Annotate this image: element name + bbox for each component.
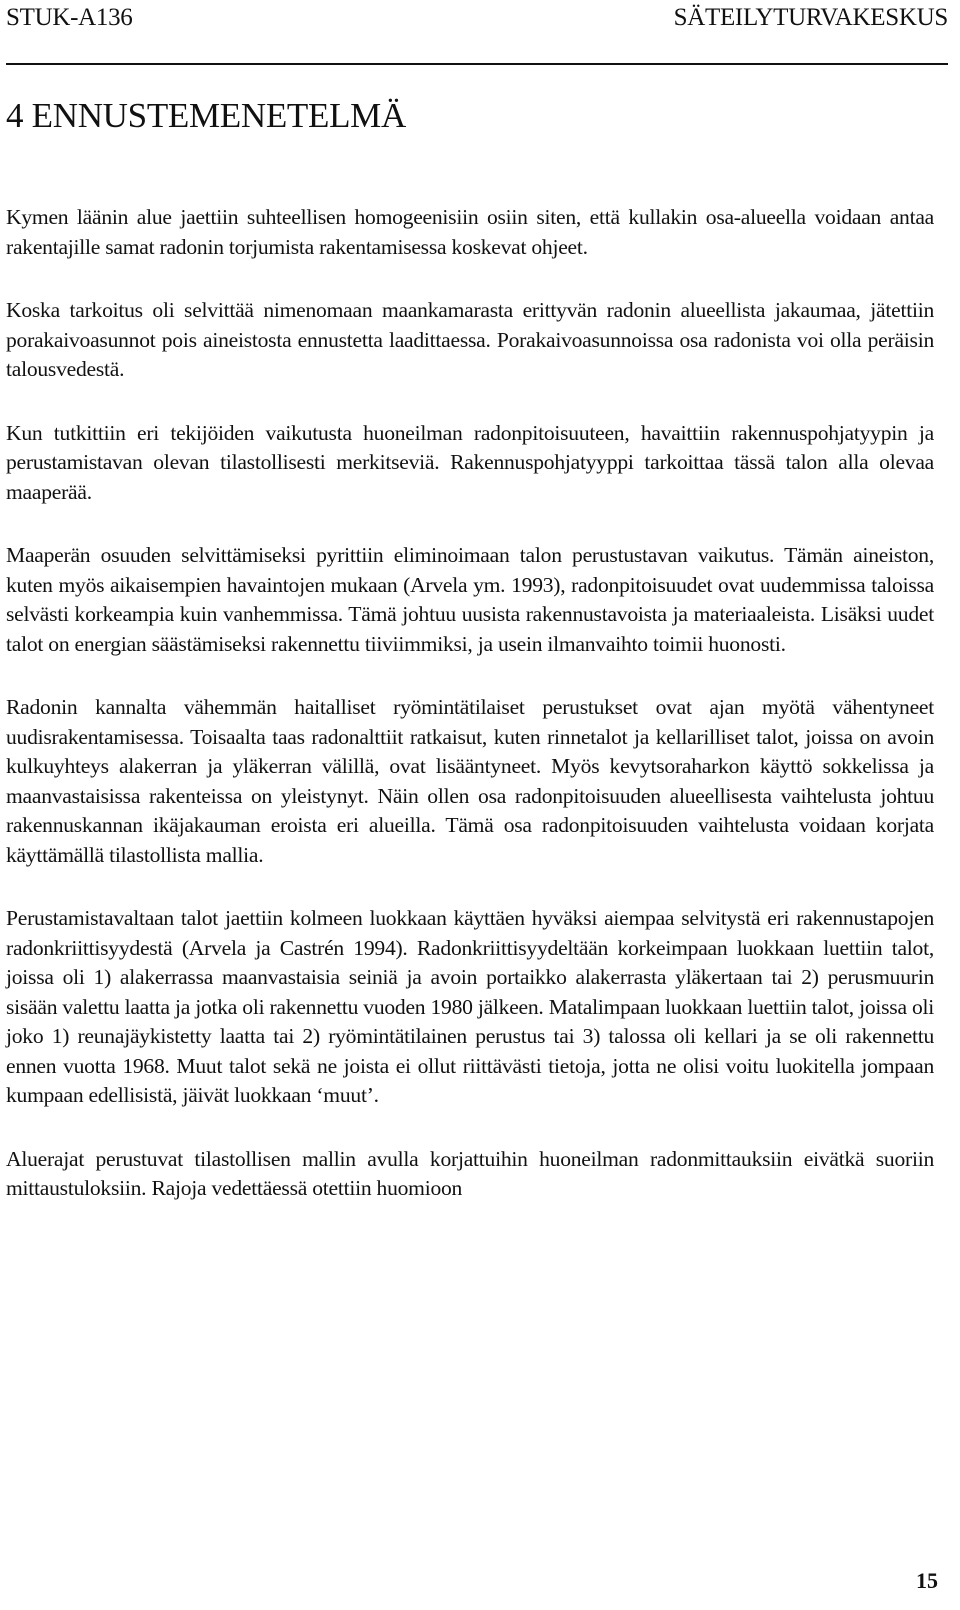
paragraph: Koska tarkoitus oli selvittää nimenomaan maankamarasta erittyvän radonin alueellista jakaumaa, jätettiin porakaivoasunnot pois aineistosta ennustetta laadittaessa. Porakaivoasunnoissa osa radonista voi olla peräisin talousvedestä. <box>6 298 934 381</box>
paragraph: Kymen läänin alue jaettiin suhteellisen homogeenisiin osiin siten, että kullakin osa-alueella voidaan antaa rakentajille samat radonin torjumista rakentamisessa koskevat ohjeet. <box>6 205 934 259</box>
publisher-name: SÄTEILYTURVAKESKUS <box>673 4 948 31</box>
body-text <box>6 203 934 1238</box>
paragraph: Perustamistavaltaan talot jaettiin kolmeen luokkaan käyttäen hyväksi aiempaa selvitystä eri rakennustapojen radonkriittisyydestä (Arvela ja Castrén 1994). Radonkriittisyydeltään korkeimpaan luokkaan luettiin talot, joissa oli 1) alakerrassa maanvastaisia seiniä ja avoin portaikko alakerrasta yläkertaan tai 2) perusmuurin sisään valettu laatta ja jotka oli rakennettu vuoden 1980 jälkeen. Matalimpaan luokkaan luettiin talot, joissa oli joko 1) reunajäykistetty laatta tai 2) ryömintätilainen perustus tai 3) talossa oli kellari ja se oli rakennettu ennen vuotta 1968. Muut talot sekä ne joista ei ollut riittävästi tietoja, jotta ne olisi voitu luokitella jompaan kumpaan edellisistä, jäivät luokkaan ‘muut’. <box>6 906 934 1107</box>
paragraph: Aluerajat perustuvat tilastollisen mallin avulla korjattuihin huoneilman radonmittauksiin eivätkä suoriin mittaustuloksiin. Rajoja vedettäessä otettiin huomioon <box>6 1146 934 1200</box>
paragraph: Kun tutkittiin eri tekijöiden vaikutusta huoneilman radonpitoisuuteen, havaittiin rakennuspohjatyypin ja perustamistavan olevan tilastollisesti merkitseviä. Rakennuspohjatyyppi tarkoittaa tässä talon alla olevaa maaperää. <box>6 420 934 504</box>
running-header <box>6 4 948 36</box>
paragraph: Maaperän osuuden selvittämiseksi pyrittiin eliminoimaan talon perustustavan vaikutus. Tämän aineiston, kuten myös aikaisempien havaintojen mukaan (Arvela ym. 1993), radonpitoisuudet ovat uudemmissa taloissa selvästi korkeampia kuin vanhemmissa. Tämä johtuu uusista rakennustavoista ja materiaaleista. Lisäksi uudet talot on energian säästämiseksi rakennettu tiiviimmiksi, ja usein ilmanvaihto toimii huonosti. <box>6 543 934 656</box>
paragraph: Radonin kannalta vähemmän haitalliset ryömintätilaiset perustukset ovat ajan myötä vähentyneet uudisrakentamisessa. Toisaalta taas radonalttiit ratkaisut, kuten rinnetalot ja kellarilliset talot, joissa on avoin kulkuyhteys alakerran ja yläkerran välillä, ovat lisääntyneet. Myös kevytsoraharkon käyttö sokkelissa ja maanvastaisissa rakenteissa on yleistynyt. Näin ollen osa radonpitoisuuden alueellisesta vaihtelusta johtuu rakennuskannan ikäjakauman eroista eri alueilla. Tämä osa radonpitoisuuden vaihtelusta voidaan korjata käyttämällä tilastollista mallia. <box>6 695 934 867</box>
chapter-title: 4 ENNUSTEMENETELMÄ <box>6 96 406 135</box>
header-rule <box>6 63 948 65</box>
page-number: 15 <box>916 1568 938 1593</box>
report-code: STUK-A136 <box>6 4 133 31</box>
